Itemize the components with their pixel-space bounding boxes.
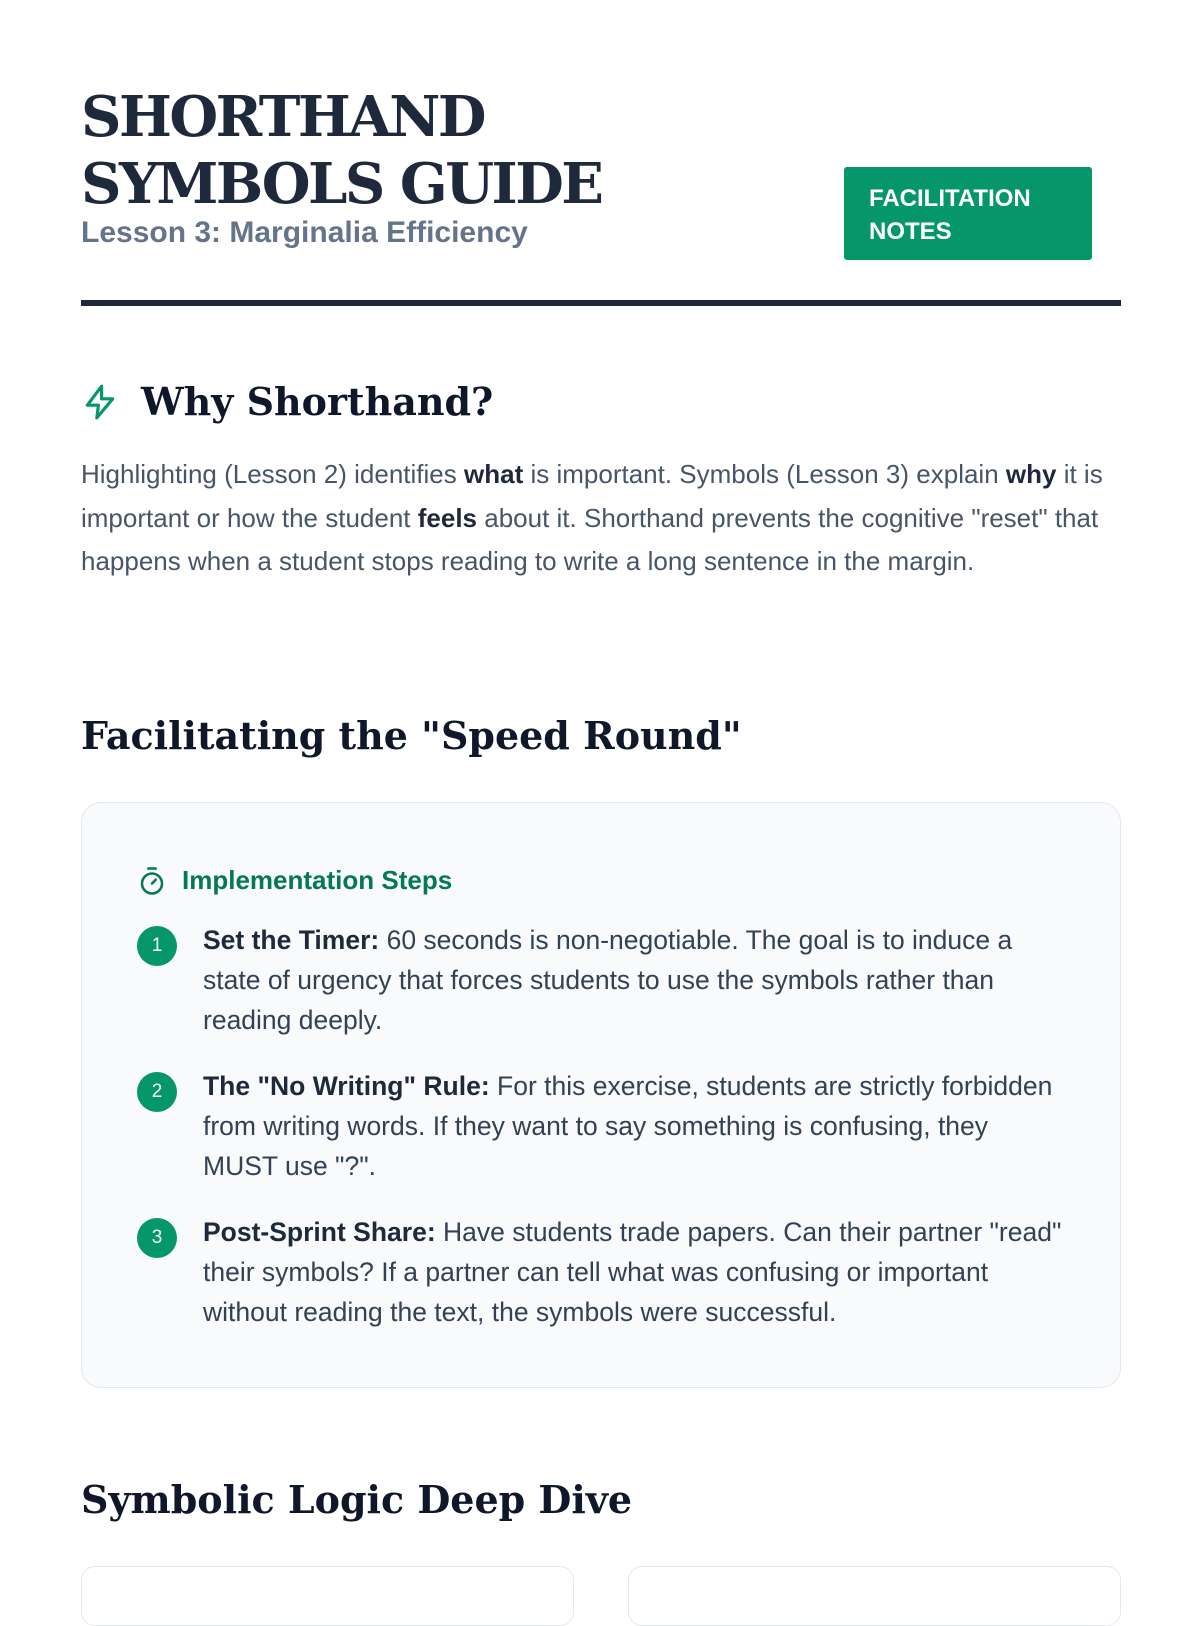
step-text <box>203 1066 1063 1186</box>
step-label: Set the Timer: <box>203 925 380 955</box>
paragraph-text: about it. Shorthand prevents the cognitive "reset" that happens when a student stops reading to write a long sentence in the margin. <box>81 502 1099 576</box>
step-text <box>203 1212 1063 1332</box>
step-description: For this exercise, students are strictly forbidden from writing words. If they want to say something is confusing, they MUST use "?". <box>203 1071 1053 1181</box>
step-number-badge: 2 <box>137 1072 177 1112</box>
deep-dive-card-left <box>81 1566 574 1626</box>
emphasis-feels: feels <box>417 502 478 533</box>
step-description: 60 seconds is non-negotiable. The goal is to induce a state of urgency that forces students to use the symbols rather than reading deeply. <box>203 925 1013 1035</box>
speed-round-heading: Facilitating the "Speed Round" <box>81 713 742 758</box>
stopwatch-icon <box>137 865 167 897</box>
step-label: Post-Sprint Share: <box>203 1217 436 1247</box>
deep-dive-heading: Symbolic Logic Deep Dive <box>81 1477 633 1522</box>
page-title: SHORTHAND SYMBOLS GUIDE <box>81 84 602 217</box>
paragraph-text: it is important or how the student <box>81 459 1103 533</box>
why-shorthand-paragraph <box>81 453 1121 584</box>
why-shorthand-section <box>81 378 1121 576</box>
why-shorthand-heading: Why Shorthand? <box>141 379 494 424</box>
speed-round-section <box>81 712 742 760</box>
paragraph-text: is important. Symbols (Lesson 3) explain <box>523 459 1006 489</box>
why-shorthand-header <box>81 378 1121 426</box>
implementation-steps-card <box>81 802 1121 1388</box>
step-label: The "No Writing" Rule: <box>203 1071 490 1101</box>
step-number-badge: 1 <box>137 926 177 966</box>
lightning-icon <box>81 382 119 422</box>
emphasis-why: why <box>1005 459 1057 489</box>
step-number-badge: 3 <box>137 1218 177 1258</box>
paragraph-text: Highlighting (Lesson 2) identifies <box>81 459 464 489</box>
implementation-steps-label: Implementation Steps <box>182 865 453 895</box>
page-header <box>81 84 1121 308</box>
emphasis-what: what <box>464 459 524 489</box>
step-description: Have students trade papers. Can their partner "read" their symbols? If a partner can tell what was confusing or important without reading the text, the symbols were successful. <box>203 1217 1062 1327</box>
deep-dive-section <box>81 1476 632 1524</box>
step-text <box>203 920 1063 1040</box>
page-subtitle: Lesson 3: Marginalia Efficiency <box>81 216 528 249</box>
header-divider <box>81 300 1121 306</box>
facilitation-notes-badge: FACILITATION NOTES <box>844 167 1092 260</box>
deep-dive-card-right <box>628 1566 1121 1626</box>
